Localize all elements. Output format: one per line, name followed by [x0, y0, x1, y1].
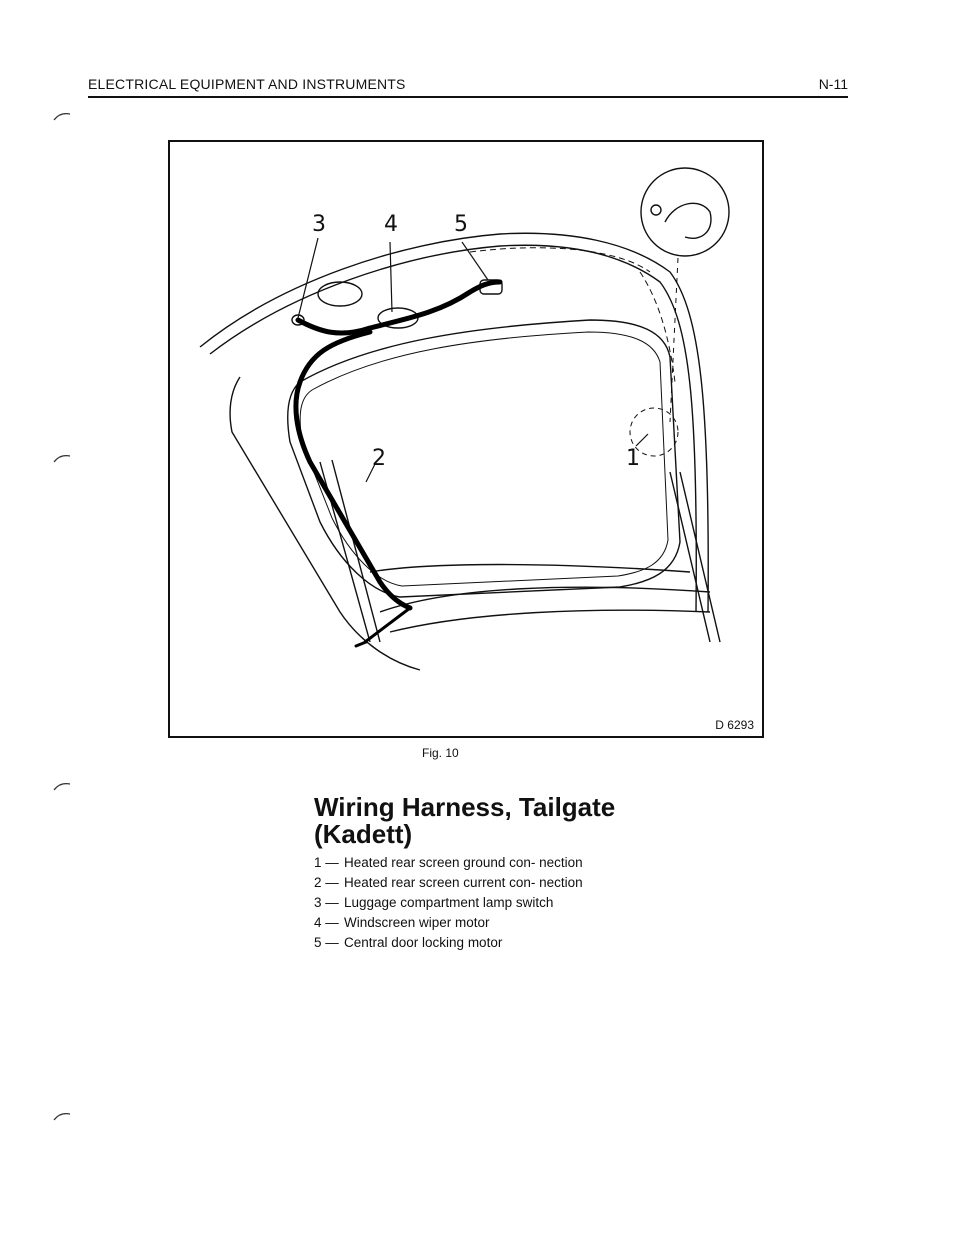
legend-number: 5 — [314, 935, 339, 950]
legend-number: 1 — [314, 855, 339, 870]
margin-mark-2 [52, 452, 72, 464]
legend-text: Luggage compartment lamp switch [344, 895, 554, 910]
section-title-line-2: (Kadett) [314, 819, 413, 849]
legend-number: 2 — [314, 875, 339, 890]
legend-number: 3 — [314, 895, 339, 910]
page-header [88, 76, 848, 98]
section-title [314, 794, 734, 848]
legend-text: Central door locking motor [344, 935, 503, 950]
margin-mark-3 [52, 780, 72, 792]
callout-2: 2 [372, 446, 386, 471]
figure-frame [168, 140, 764, 738]
legend-number: 4 — [314, 915, 339, 930]
page-number: N-11 [818, 76, 848, 92]
legend-item [314, 916, 734, 930]
legend-item [314, 936, 734, 950]
margin-mark-4 [52, 1110, 72, 1122]
callout-4: 4 [384, 212, 398, 237]
callout-3: 3 [312, 212, 326, 237]
section-heading: ELECTRICAL EQUIPMENT AND INSTRUMENTS [88, 76, 406, 92]
legend-text: Heated rear screen ground con- nection [344, 855, 583, 870]
header-rule [88, 96, 848, 98]
legend-item [314, 876, 734, 890]
drawing-code: D 6293 [715, 718, 754, 732]
margin-mark-1 [52, 110, 72, 122]
callout-5: 5 [454, 212, 468, 237]
legend-text: Heated rear screen current con- nection [344, 875, 583, 890]
legend-list [314, 856, 734, 956]
figure-caption: Fig. 10 [422, 746, 459, 760]
legend-item [314, 856, 734, 870]
legend-item [314, 896, 734, 910]
section-title-line-1: Wiring Harness, Tailgate [314, 792, 616, 822]
legend-text: Windscreen wiper motor [344, 915, 490, 930]
callout-1: 1 [626, 446, 640, 471]
